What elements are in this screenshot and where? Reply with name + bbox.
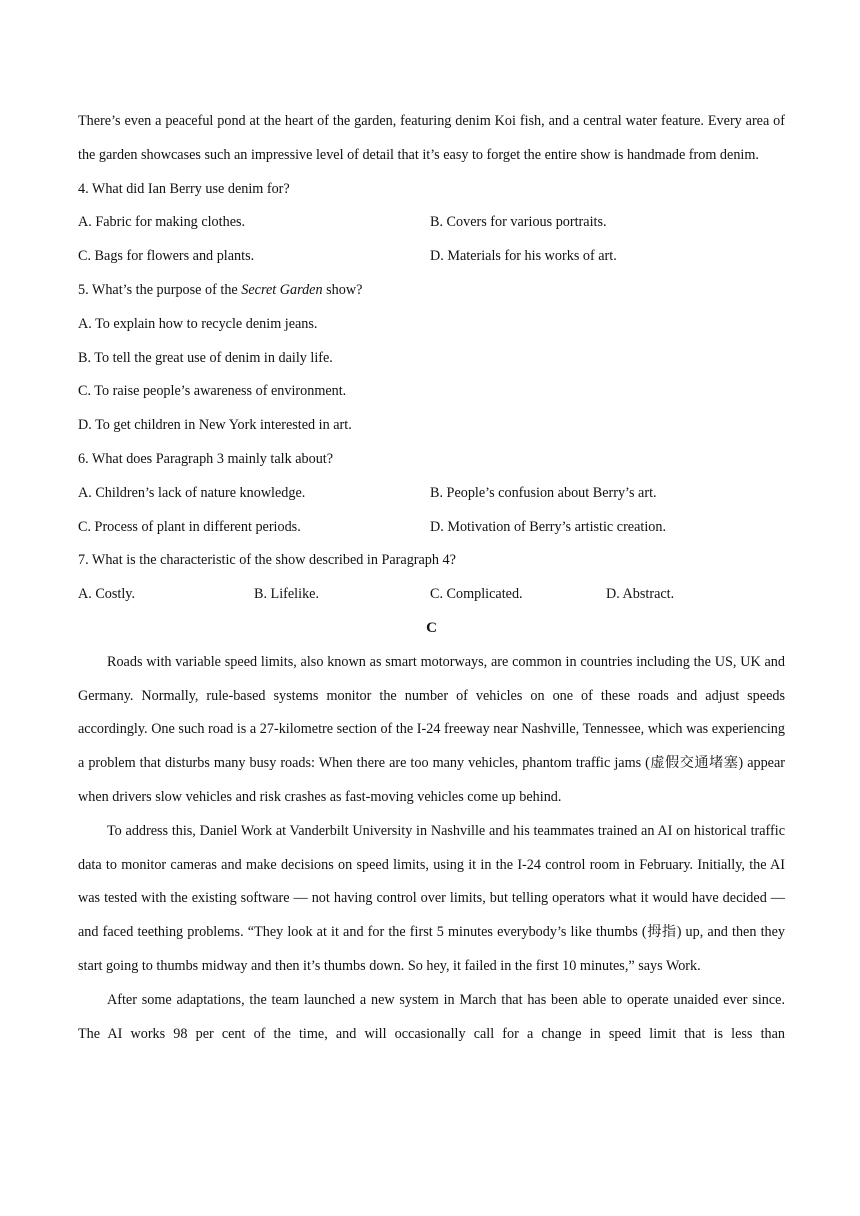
question-4-option-a: A. Fabric for making clothes. bbox=[78, 214, 246, 231]
question-7-option-c: C. Complicated. bbox=[430, 586, 523, 603]
question-6-options-row-2 bbox=[78, 511, 785, 545]
question-5-option-d: D. To get children in New York interested in art. bbox=[78, 417, 352, 434]
question-7-option-a: A. Costly. bbox=[78, 586, 136, 603]
question-4-option-b: B. Covers for various portraits. bbox=[430, 214, 607, 231]
question-7-option-b: B. Lifelike. bbox=[254, 586, 320, 603]
question-7-stem: 7. What is the characteristic of the show described in Paragraph 4? bbox=[78, 552, 456, 569]
question-4-option-c: C. Bags for flowers and plants. bbox=[78, 248, 255, 265]
question-5-option-a: A. To explain how to recycle denim jeans. bbox=[78, 315, 318, 332]
question-4-options-row-1 bbox=[78, 206, 785, 240]
question-6-option-b: B. People’s confusion about Berry’s art. bbox=[430, 484, 657, 501]
question-6-options-row-1 bbox=[78, 477, 785, 511]
question-5-option-b: B. To tell the great use of denim in daily life. bbox=[78, 349, 333, 366]
question-5-stem bbox=[78, 274, 785, 308]
document-page bbox=[78, 105, 785, 1085]
section-c-paragraph-1: Roads with variable speed limits, also known as smart motorways, are common in countries including the US, UK and Germany. Normally, rule-based systems monitor the number of vehicles on one of these roads and adjust speeds accordingly. One such road is a 27-kilometre section of the I-24 freeway near Nashville, Tennessee, which was experiencing a problem that disturbs many busy roads: When there are too many vehicles, phantom traffic jams (虚假交通堵塞) appear when drivers slow vehicles and risk crashes as fast-moving vehicles come up behind. bbox=[78, 653, 785, 805]
section-c-paragraph-2: To address this, Daniel Work at Vanderbilt University in Nashville and his teammates trained an AI on historical traffic data to monitor cameras and make decisions on speed limits, using it in the I-24 control room in February. Initially, the AI was tested with the existing software — not having control over limits, but telling operators what it would have decided — and faced teething problems. “They look at it and for the first 5 minutes everybody’s like thumbs (拇指) up, and then they start going to thumbs midway and then it’s thumbs down. So hey, it failed in the first 10 minutes,” says Work. bbox=[78, 822, 785, 974]
question-6-stem: 6. What does Paragraph 3 mainly talk about? bbox=[78, 450, 334, 467]
question-4-option-d: D. Materials for his works of art. bbox=[430, 248, 617, 265]
question-4-options-row-2 bbox=[78, 240, 785, 274]
question-4-stem: 4. What did Ian Berry use denim for? bbox=[78, 180, 290, 197]
question-6-option-d: D. Motivation of Berry’s artistic creation. bbox=[430, 518, 667, 535]
question-5-option-c: C. To raise people’s awareness of environment. bbox=[78, 383, 347, 400]
question-6-option-a: A. Children’s lack of nature knowledge. bbox=[78, 484, 306, 501]
intro-paragraph: There’s even a peaceful pond at the heart of the garden, featuring denim Koi fish, and a central water feature. Every area of the garden showcases such an impressive level of detail that it’s easy to forget the entire show is handmade from denim. bbox=[78, 113, 785, 163]
question-7-option-d: D. Abstract. bbox=[606, 586, 675, 603]
section-c-title: C bbox=[426, 619, 437, 636]
question-5-stem-before: 5. What’s the purpose of the bbox=[78, 281, 242, 298]
question-7-options-row bbox=[78, 578, 785, 612]
question-5-stem-after: show? bbox=[322, 281, 363, 298]
question-6-option-c: C. Process of plant in different periods. bbox=[78, 518, 301, 535]
section-c-paragraph-3: After some adaptations, the team launched a new system in March that has been able to operate unaided ever since. The AI works 98 per cent of the time, and will occasionally call for a change in speed limit that is less than bbox=[78, 991, 785, 1042]
question-5-stem-italic: Secret Garden bbox=[241, 281, 323, 298]
